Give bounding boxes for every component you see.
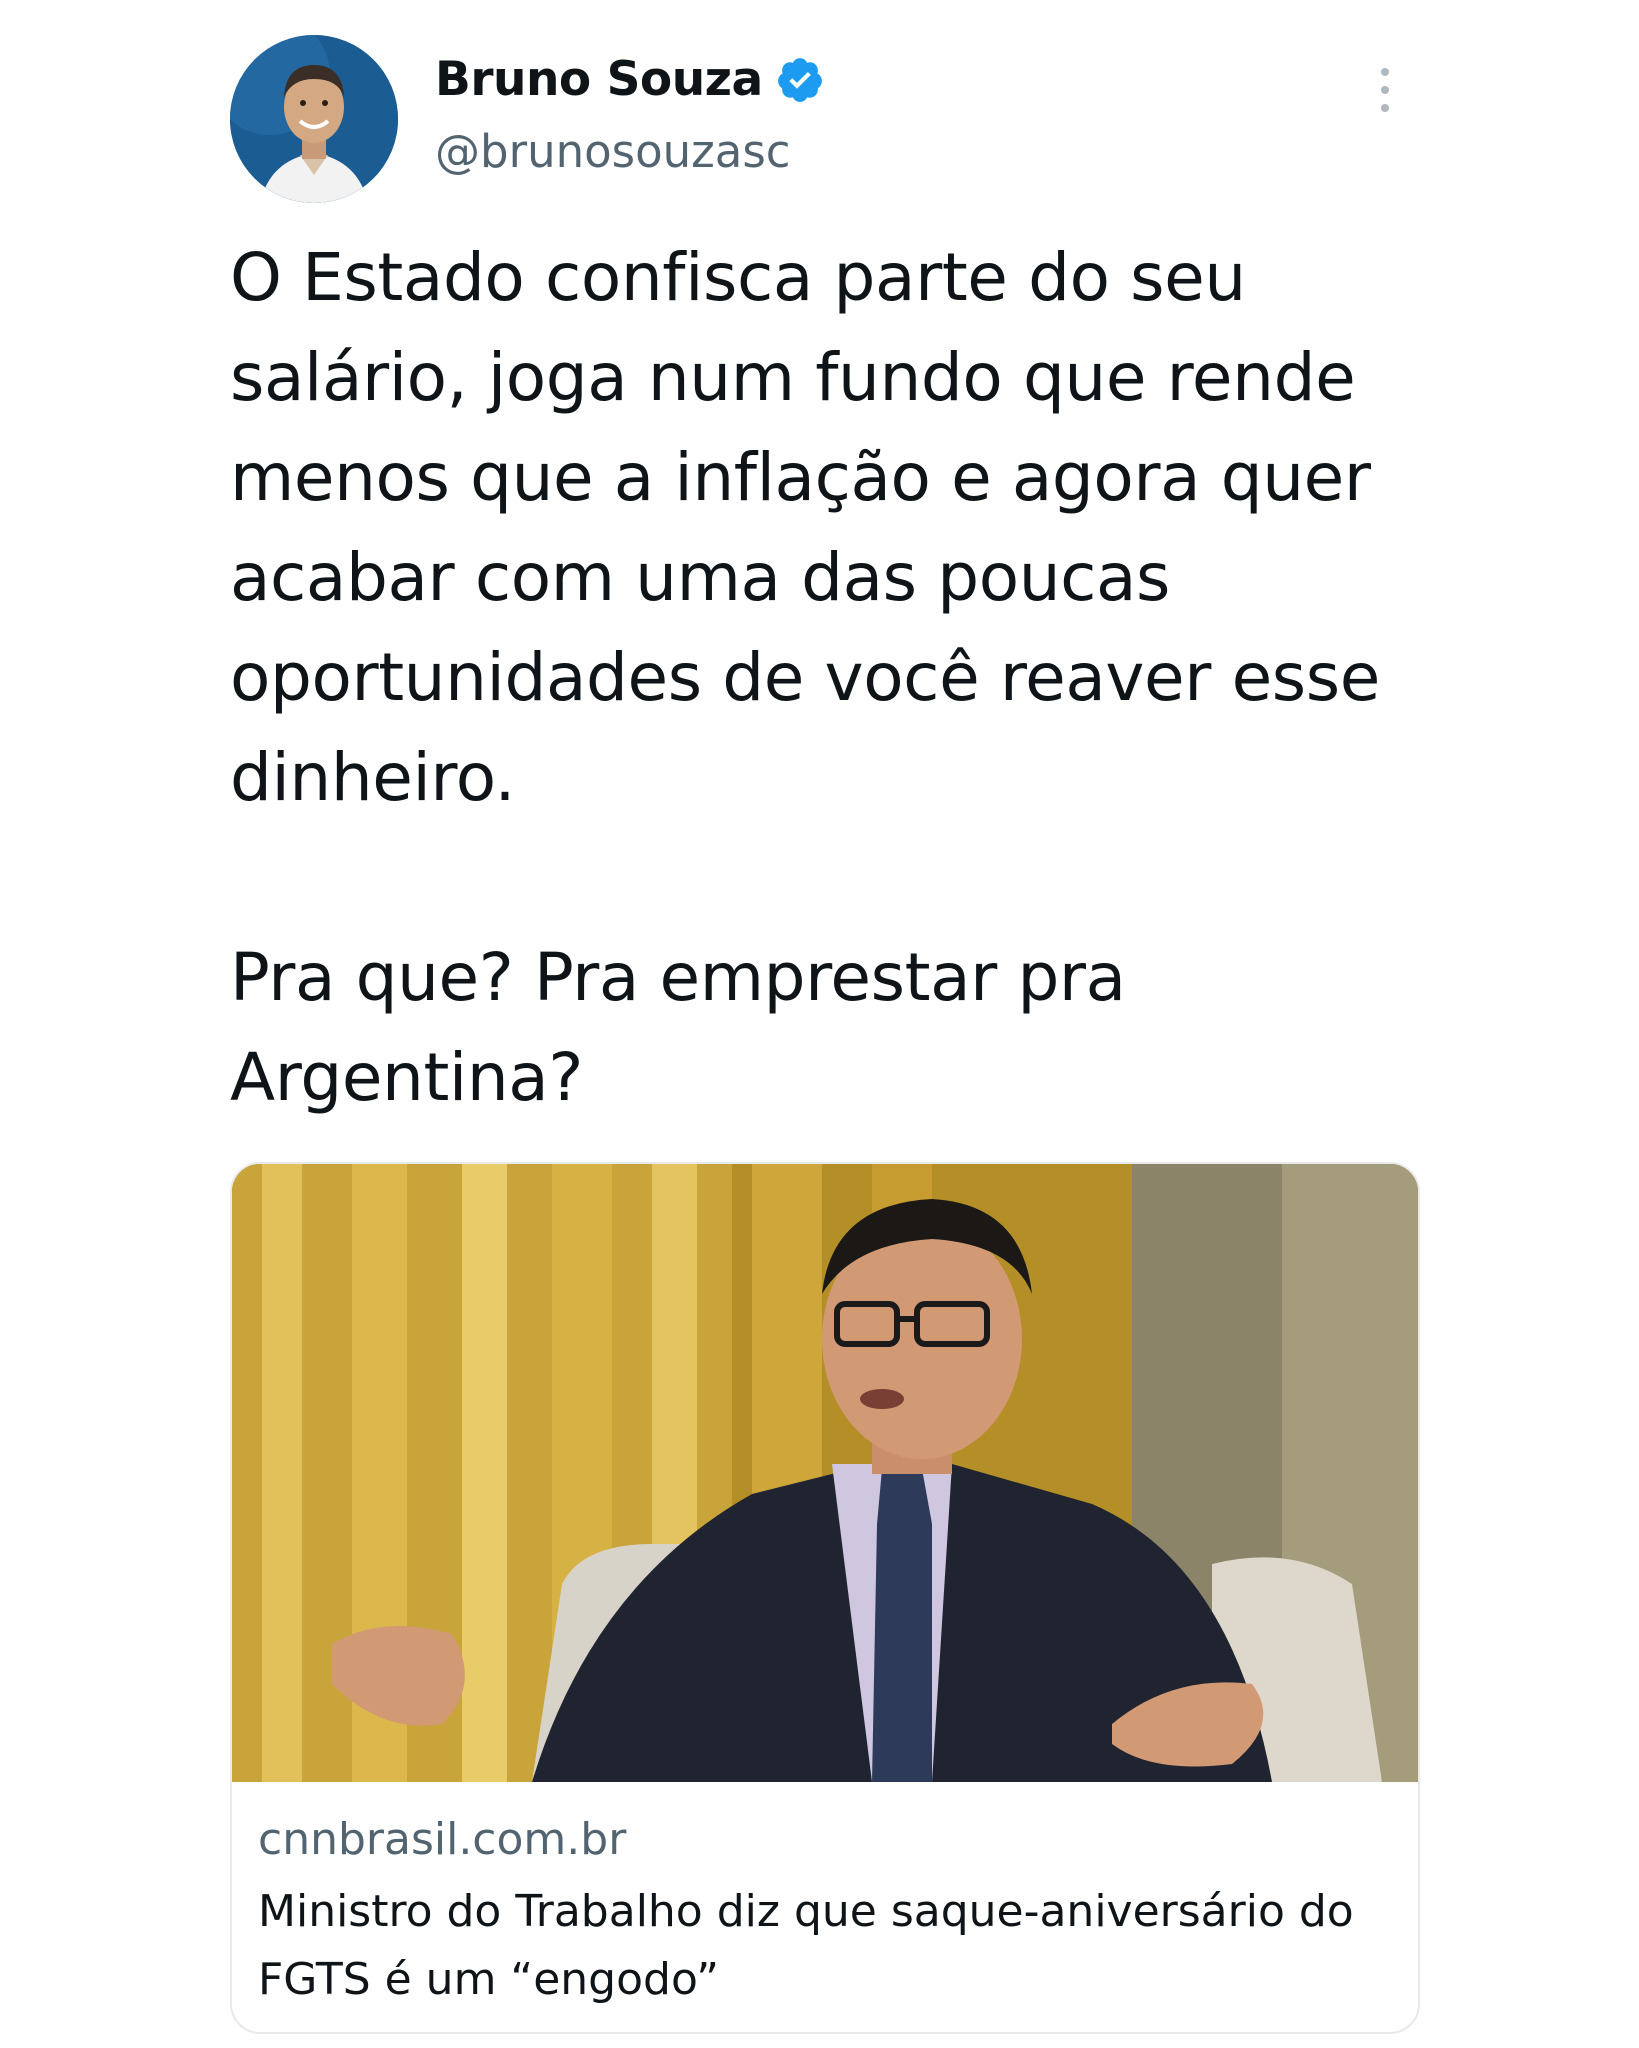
tweet [230, 30, 1420, 2005]
link-card-image[interactable] [232, 1164, 1418, 1782]
author-names [435, 52, 825, 178]
display-name-row [435, 52, 825, 107]
link-card[interactable] [230, 1162, 1420, 2034]
more-options-icon[interactable] [1365, 60, 1405, 120]
display-name[interactable]: Bruno Souza [435, 52, 763, 107]
avatar-image [230, 35, 398, 203]
verified-badge-icon [775, 55, 825, 105]
tweet-paragraph: Pra que? Pra emprestar pra Argentina? [230, 939, 1126, 1116]
handle[interactable]: @brunosouzasc [435, 125, 791, 178]
link-card-domain: cnnbrasil.com.br [258, 1814, 627, 1865]
link-card-title[interactable]: Ministro do Trabalho diz que saque-aniversário do FGTS é um “engodo” [258, 1886, 1354, 2005]
tweet-header [230, 30, 1420, 210]
link-card-body [232, 1782, 1418, 2034]
avatar[interactable] [230, 35, 398, 203]
tweet-text [230, 228, 1420, 1128]
tweet-paragraph: O Estado confisca parte do seu salário, joga num fundo que rende menos que a inflação e agora quer acabar com uma das poucas oportunidades de você reaver esse dinheiro. [230, 239, 1380, 816]
